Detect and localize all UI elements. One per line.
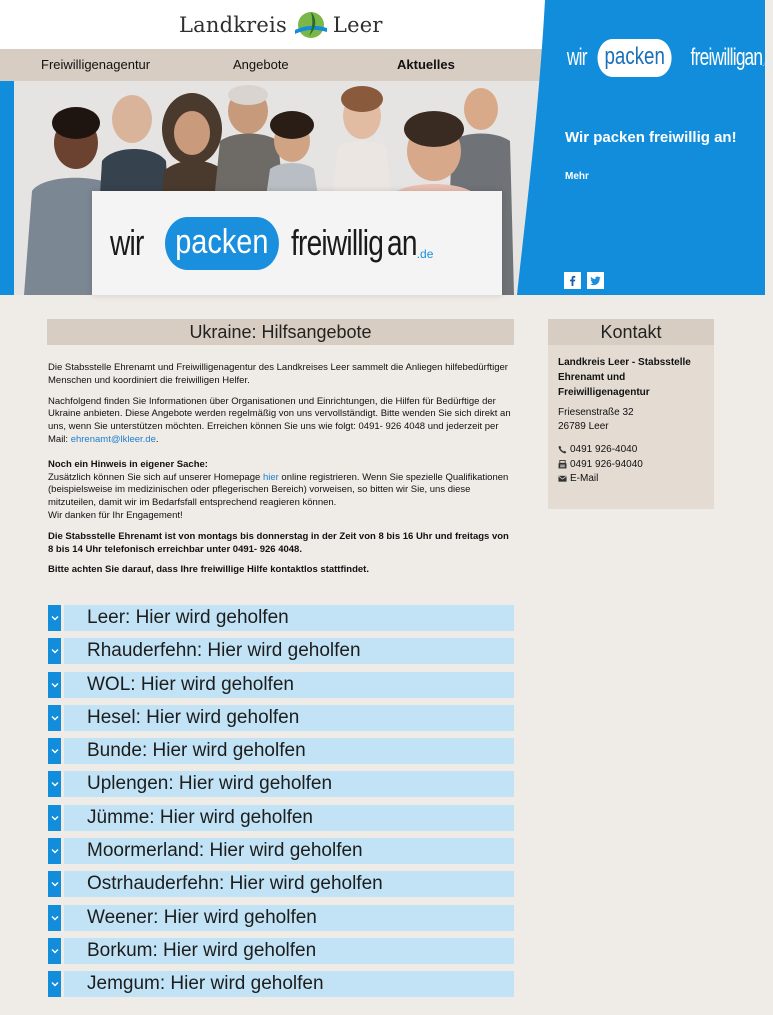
twitter-icon[interactable] (587, 272, 604, 289)
accordion-bar[interactable] (64, 705, 514, 731)
info-text: Nachfolgend finden Sie Informationen über Organisationen und Einrichtungen, die Hilfen für Bedürftige der Ukraine anbieten. Diese Angebote werden regelmäßig von uns vervollständigt. Bitte wenden Sie sich direkt an uns, wenn Sie unterstützen möchten. Erreichen können Sie uns wie folgt: 0491- 926 4048 und jederzeit per Mail: (48, 395, 511, 445)
accordion-label: Leer: Hier wird geholfen (87, 607, 289, 628)
nav-item-angebote[interactable]: Angebote (233, 57, 289, 72)
main-nav (0, 49, 545, 81)
teaser-more-link[interactable]: Mehr (565, 171, 589, 182)
facebook-icon[interactable] (564, 272, 581, 289)
chevron-down-icon[interactable] (48, 938, 61, 964)
accordion-item-ostrhauderfehn[interactable] (48, 871, 514, 897)
accordion-bar[interactable] (64, 672, 514, 698)
sign-tld: .de (416, 247, 434, 261)
email-link[interactable]: ehrenamt@lkleer.de (70, 433, 156, 445)
sign-logo (110, 201, 433, 285)
accordion-label: Jemgum: Hier wird geholfen (87, 973, 324, 995)
chevron-down-icon[interactable] (48, 771, 61, 797)
sign-word-freiwillig: freiwillig (290, 222, 383, 263)
accordion-bar[interactable] (64, 905, 514, 931)
hint-paragraph (48, 459, 513, 523)
leer-emblem-icon (293, 8, 329, 42)
accordion-label: Borkum: Hier wird geholfen (87, 939, 317, 961)
site-header (0, 0, 773, 295)
accordion-item-jemgum[interactable] (48, 971, 514, 997)
accordion-item-uplengen[interactable] (48, 771, 514, 797)
page-title: Ukraine: Hilfsangebote (47, 319, 514, 345)
chevron-down-icon[interactable] (48, 605, 61, 631)
accordion-label: Ostrhauderfehn: Hier wird geholfen (87, 873, 383, 895)
accordion-label: Rhauderfehn: Hier wird geholfen (87, 640, 361, 662)
nav-item-freiwilligenagentur[interactable]: Freiwilligenagentur (41, 57, 151, 72)
hint-heading: Noch ein Hinweis in eigener Sache: (48, 458, 208, 470)
contactless-note: Bitte achten Sie darauf, dass Ihre freiwillige Hilfe kontaktlos stattfindet. (48, 564, 369, 576)
chevron-down-icon[interactable] (48, 805, 61, 831)
sign-word-an: an (386, 222, 417, 263)
contact-street: Friesenstraße 32 (558, 407, 634, 418)
chevron-down-icon[interactable] (48, 838, 61, 864)
accordion-item-bunde[interactable] (48, 738, 514, 764)
accordion-item-juemme[interactable] (48, 805, 514, 831)
chevron-down-icon[interactable] (48, 738, 61, 764)
fax-icon (558, 460, 567, 469)
chevron-down-icon[interactable] (48, 705, 61, 731)
accordion-bar[interactable] (64, 805, 514, 831)
accordion-label: Bunde: Hier wird geholfen (87, 740, 306, 762)
register-link[interactable]: hier (262, 471, 279, 483)
landkreis-leer-logo[interactable] (179, 8, 383, 42)
contact-fax-number: 0491 926-94040 (570, 459, 643, 470)
article-body (48, 362, 513, 585)
contact-email-label: E-Mail (570, 473, 599, 484)
brand-word-packen: packen (597, 39, 671, 77)
accordion-label: WOL: Hier wird geholfen (87, 673, 294, 695)
logo-text-left: Landkreis (179, 13, 287, 37)
accordion-item-moormerland[interactable] (48, 838, 514, 864)
logo-text-right: Leer (332, 13, 383, 37)
accordion-bar[interactable] (64, 605, 514, 631)
accordion-bar[interactable] (64, 971, 514, 997)
chevron-down-icon[interactable] (48, 672, 61, 698)
intro-paragraph: Die Stabsstelle Ehrenamt und Freiwilligenagentur des Landkreises Leer sammelt die Anliegen hilfebedürftiger Menschen und koordiniert die freiwilligen Helfer. (48, 362, 508, 386)
accordion-bar[interactable] (64, 871, 514, 897)
accordion-item-hesel[interactable] (48, 705, 514, 731)
info-paragraph (48, 396, 513, 447)
hint-thanks: Wir danken für Ihr Engagement! (48, 509, 183, 521)
logo-bar (0, 0, 545, 49)
accordion-bar[interactable] (64, 638, 514, 664)
accordion-label: Jümme: Hier wird geholfen (87, 806, 313, 828)
teaser-title[interactable]: Wir packen freiwillig an! (565, 129, 737, 146)
hint-text-pre: Zusätzlich können Sie sich auf unserer Homepage (48, 471, 263, 483)
phone-icon (558, 445, 567, 454)
hint-text-post: online registrieren. Wenn Sie spezielle Qualifikationen (beispielsweise im medizinischen oder pflegerischen Bereich) vorweisen, so bitten wir Sie, uns diese mitzuteilen, damit wir im Bedarfsfall entsprechend reagieren können. (48, 471, 509, 509)
accordion-bar[interactable] (64, 771, 514, 797)
chevron-down-icon[interactable] (48, 638, 61, 664)
contact-title: Kontakt (548, 319, 714, 345)
campaign-logo[interactable] (563, 30, 773, 86)
chevron-down-icon[interactable] (48, 905, 61, 931)
contact-phone-number: 0491 926-4040 (570, 444, 638, 455)
nav-item-aktuelles[interactable]: Aktuelles (397, 57, 455, 72)
brand-word-freiwillig: freiwillig (690, 44, 745, 71)
brand-tld: .de (762, 58, 773, 68)
contact-org: Landkreis Leer - Stabsstelle Ehrenamt und Freiwilligenagentur (558, 357, 691, 398)
sign-word-packen: packen (165, 217, 279, 270)
accordion-item-borkum[interactable] (48, 938, 514, 964)
brand-word-an: an (744, 44, 763, 71)
accordion-label: Weener: Hier wird geholfen (87, 906, 317, 928)
chevron-down-icon[interactable] (48, 871, 61, 897)
accordion-item-rhauderfehn[interactable] (48, 638, 514, 664)
accordion-list (48, 605, 514, 1005)
hero-image (0, 81, 545, 295)
hours-paragraph: Die Stabsstelle Ehrenamt ist von montags bis donnerstag in der Zeit von 8 bis 16 Uhr und freitags von 8 bis 14 Uhr telefonisch erreichbar unter 0491- 926 4048. (48, 530, 509, 555)
info-text-end: . (155, 433, 159, 445)
accordion-bar[interactable] (64, 938, 514, 964)
accordion-item-weener[interactable] (48, 905, 514, 931)
chevron-down-icon[interactable] (48, 971, 61, 997)
accordion-item-wol[interactable] (48, 672, 514, 698)
accordion-bar[interactable] (64, 738, 514, 764)
accordion-label: Moormerland: Hier wird geholfen (87, 840, 363, 862)
accordion-item-leer[interactable] (48, 605, 514, 631)
accordion-bar[interactable] (64, 838, 514, 864)
contact-fax (558, 459, 643, 470)
accordion-label: Uplengen: Hier wird geholfen (87, 773, 333, 795)
contact-city: 26789 Leer (558, 421, 609, 432)
envelope-icon (558, 474, 567, 483)
sign-word-wir: wir (110, 222, 144, 263)
brand-word-wir: wir (566, 44, 587, 71)
contact-phone[interactable] (558, 444, 637, 455)
contact-email[interactable] (558, 473, 598, 484)
accordion-label: Hesel: Hier wird geholfen (87, 706, 300, 728)
hero-sign (92, 191, 502, 295)
